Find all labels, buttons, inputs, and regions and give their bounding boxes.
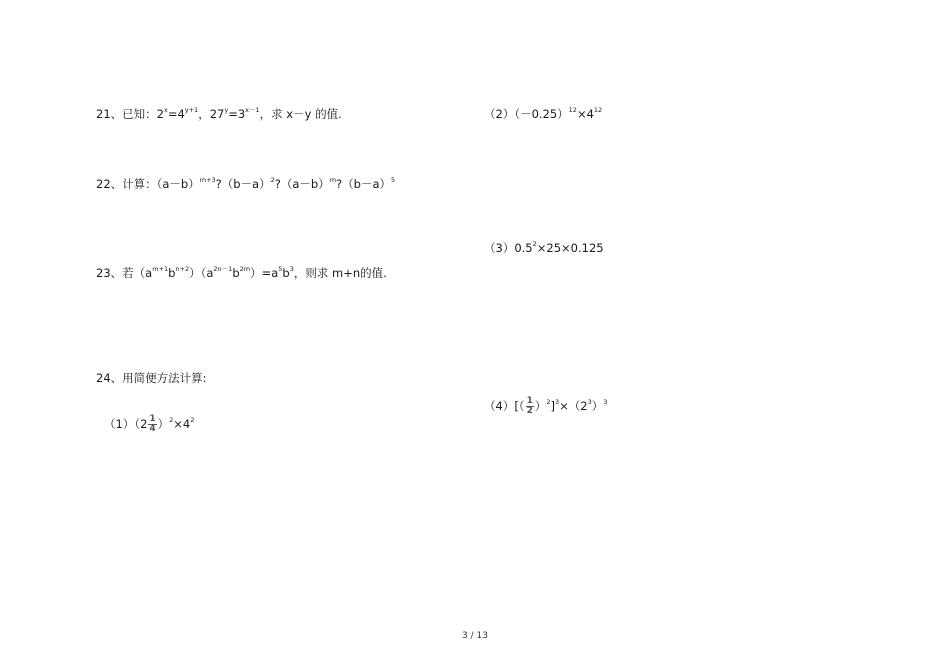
q21-text: =4: [167, 107, 185, 121]
exponent: 2: [190, 416, 195, 424]
exponent: 2: [532, 240, 537, 248]
exponent: 12: [593, 106, 603, 114]
p4-text: ×（2: [559, 399, 588, 413]
exponent: 2n－1: [213, 265, 233, 273]
exponent: 2: [169, 416, 174, 424]
exponent: 2: [270, 176, 275, 184]
p4-text: ）: [591, 399, 604, 413]
q23-text: 23、若（a: [96, 266, 153, 280]
p2-text: （2）（－0.25）: [484, 107, 569, 121]
exponent: 12: [568, 106, 577, 114]
problem-4: [484, 397, 607, 416]
fraction-numerator: 1: [526, 396, 533, 406]
exponent: 2: [546, 398, 551, 406]
question-24: [96, 370, 207, 386]
exponent: m+1: [152, 265, 169, 273]
p1-text: ）: [157, 417, 170, 431]
problem-2: [484, 106, 602, 122]
question-21: [96, 106, 342, 122]
page-number: 3 / 13: [462, 631, 488, 641]
q21-text: ，27: [198, 107, 225, 121]
exponent: y+1: [184, 106, 199, 114]
problem-3: [484, 240, 604, 256]
exponent: x: [163, 106, 168, 114]
fraction-numerator: 1: [149, 414, 156, 424]
p3-text: （3）0.5: [484, 241, 533, 255]
q23-text: b: [232, 266, 240, 280]
q24-label: 24、用简便方法计算:: [96, 371, 207, 385]
exponent: 5: [391, 176, 396, 184]
p1-text: （1）（2: [104, 417, 148, 431]
exponent: 5: [278, 265, 283, 273]
p3-text: ×25×0.125: [536, 241, 604, 255]
question-23: [96, 265, 387, 281]
p2-text: ×4: [576, 107, 594, 121]
fraction: [148, 415, 156, 434]
exponent: m: [329, 176, 337, 184]
q23-text: b: [282, 266, 290, 280]
q21-text: 21、已知：2: [96, 107, 164, 121]
q23-text: b: [168, 266, 176, 280]
p1-text: ×4: [173, 417, 191, 431]
q21-text: =3: [228, 107, 246, 121]
q23-text: ，则求 m+n的值.: [293, 266, 387, 280]
q22-text: ?（b－a）: [215, 177, 271, 191]
exponent: 3: [587, 398, 592, 406]
exponent: m+3: [199, 176, 216, 184]
question-22: [96, 176, 395, 192]
q22-text: ?（b－a）: [336, 177, 391, 191]
exponent: 3: [554, 398, 560, 406]
exponent: 3: [603, 398, 608, 406]
q23-text: ）（a: [189, 266, 214, 280]
q23-text: ）=a: [250, 266, 279, 280]
exponent: 2m: [239, 265, 251, 273]
q22-text: ?（a－b）: [274, 177, 330, 191]
fraction-denominator: 2: [526, 406, 533, 416]
q21-text: ，求 x－y 的值.: [259, 107, 342, 121]
exponent: y: [224, 106, 229, 114]
p4-text: （4）[（: [484, 399, 525, 413]
p4-text: ]: [550, 399, 555, 413]
exponent: x－1: [245, 106, 260, 114]
fraction: [526, 397, 534, 416]
q22-text: 22、计算：（a－b）: [96, 177, 200, 191]
exponent: 3: [289, 265, 294, 273]
p4-text: ）: [534, 399, 547, 413]
exponent: n+2: [175, 265, 190, 273]
fraction-denominator: 4: [149, 424, 156, 434]
problem-1: [104, 415, 194, 434]
